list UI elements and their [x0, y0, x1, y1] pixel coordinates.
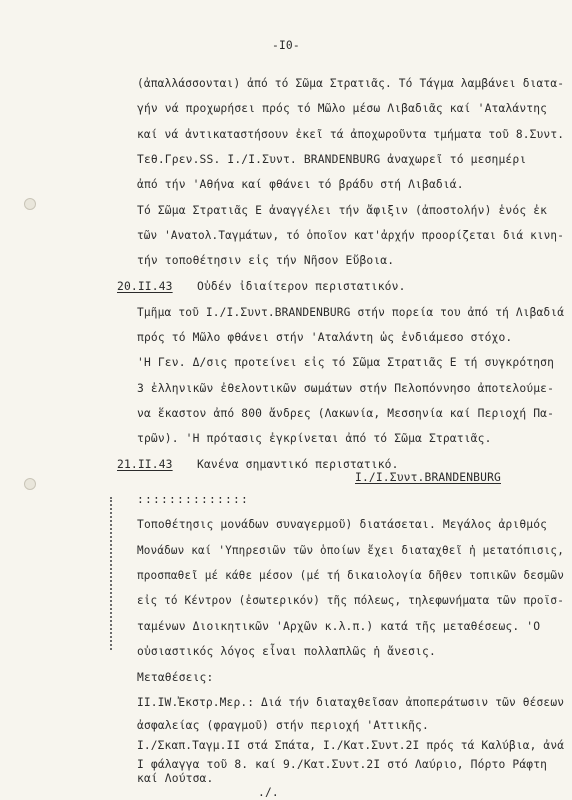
text-line: οὐσιαστικός λόγος εἶναι πολλαπλῶς ἡ ἄνεσις. — [137, 645, 436, 658]
entry-date: 20.II.43 — [117, 280, 173, 293]
unit-heading: I./I.Συντ.BRANDENBURG — [355, 471, 501, 484]
text-line: καί νά ἀντικαταστήσουν ἐκεῖ τά ἀποχωροῦντα τμήματα τοῦ 8.Συντ. — [137, 128, 565, 141]
text-line: ἀπό τήν 'Αθήνα καί φθάνει τό βράδυ στή Λιβαδιά. — [137, 178, 464, 191]
entry-heading: Οὐδέν ἰδιαίτερον περιστατικόν. — [197, 280, 406, 293]
text-line: τῶν 'Ανατολ.Ταγμάτων, τό ὁποῖον κατ'ἀρχήν προορίζεται διά κινη- — [137, 229, 564, 242]
text-line: Μονάδων καί 'Υπηρεσιῶν τῶν ὁποίων ἔχει διαταχθεῖ ἡ μετατόπισις, — [137, 544, 564, 557]
entry-date: 21.II.43 — [117, 458, 173, 471]
text-line: I./Σκαπ.Ταγμ.II στά Σπάτα, I./Κατ.Συντ.2I πρός τά Καλύβια, ἀνά — [137, 739, 565, 752]
text-line: Μεταθέσεις: — [137, 671, 214, 684]
colon-row: :::::::::::::: — [137, 493, 250, 506]
text-line: Τμῆμα τοῦ I./I.Συντ.BRANDENBURG στήν πορεία του ἀπό τή Λιβαδιά — [137, 306, 565, 319]
text-line: ἀσφαλείας (φραγμοῦ) στήν περιοχή 'Αττικῆς. — [137, 719, 429, 732]
page-number: -I0- — [272, 39, 300, 52]
text-line: τρῶν). 'Η πρότασις ἐγκρίνεται ἀπό τό Σῶμα Στρατιᾶς. — [137, 432, 492, 445]
margin-marker — [110, 497, 113, 650]
text-line: να ἕκαστον ἀπό 800 ἄνδρες (Λακωνία, Μεσσηνία καί Περιοχή Πα- — [137, 407, 555, 420]
text-line: Τεθ.Γρεν.SS. I./I.Συντ. BRANDENBURG ἀναχωρεῖ τό μεσημέρι — [137, 153, 527, 166]
text-line: γήν νά προχωρήσει πρός τό Μῶλο μέσω Λιβαδιᾶς καί 'Αταλάντης — [137, 102, 548, 115]
text-line: προσπαθεῖ μέ κάθε μέσον (μέ τή δικαιολογία δῆθεν τοπικῶν δεσμῶν — [137, 569, 564, 582]
text-line: Τό Σῶμα Στρατιᾶς Ε ἀναγγέλει τήν ἄφιξιν (ἀποστολήν) ἑνός ἐκ — [137, 204, 548, 217]
punch-hole — [24, 478, 36, 490]
continuation-mark: ./. — [258, 786, 279, 799]
text-line: I φάλαγγα τοῦ 8. καί 9./Κατ.Συντ.2I στό Λαύριο, Πόρτο Ράφτη — [137, 758, 548, 771]
text-line: Τοποθέτησις μονάδων συναγερμοῦ) διατάσεται. Μεγάλος ἀριθμός — [137, 518, 548, 531]
text-line: ταμένων Διοικητικῶν 'Αρχῶν κ.λ.π.) κατά τῆς μεταθέσεως. 'Ο — [137, 620, 541, 633]
text-line: καί Λούτσα. — [137, 772, 214, 785]
text-line: (ἀπαλλάσσονται) ἀπό τό Σῶμα Στρατιᾶς. Τό Τάγμα λαμβάνει διατα- — [137, 77, 565, 90]
punch-hole — [24, 198, 36, 210]
text-line: 'Η Γεν. Δ/σις προτείνει εἰς τό Σῶμα Στρατιᾶς Ε τή συγκρότηση — [137, 356, 555, 369]
text-line: πρός τό Μῶλο φθάνει στήν 'Αταλάντη ὡς ἐνδιάμεσο στόχο. — [137, 331, 513, 344]
text-line: 3 ἐλληνικῶν ἐθελοντικῶν σωμάτων στήν Πελοπόννησο ἀποτελούμε- — [137, 382, 555, 395]
entry-heading: Κανένα σημαντικό περιστατικό. — [197, 458, 399, 471]
text-line: εἰς τό Κέντρον (ἐσωτερικόν) τῆς πόλεως, τηλεφωνήματα τῶν προϊσ- — [137, 594, 564, 607]
text-line: τήν τοποθέτησιν εἰς τήν Νῆσον Εὔβοια. — [137, 254, 395, 267]
text-line: II.IW.Ἐκστρ.Μερ.: Διά τήν διαταχθεῖσαν ἀποπεράτωσιν τῶν θέσεων — [137, 696, 565, 709]
